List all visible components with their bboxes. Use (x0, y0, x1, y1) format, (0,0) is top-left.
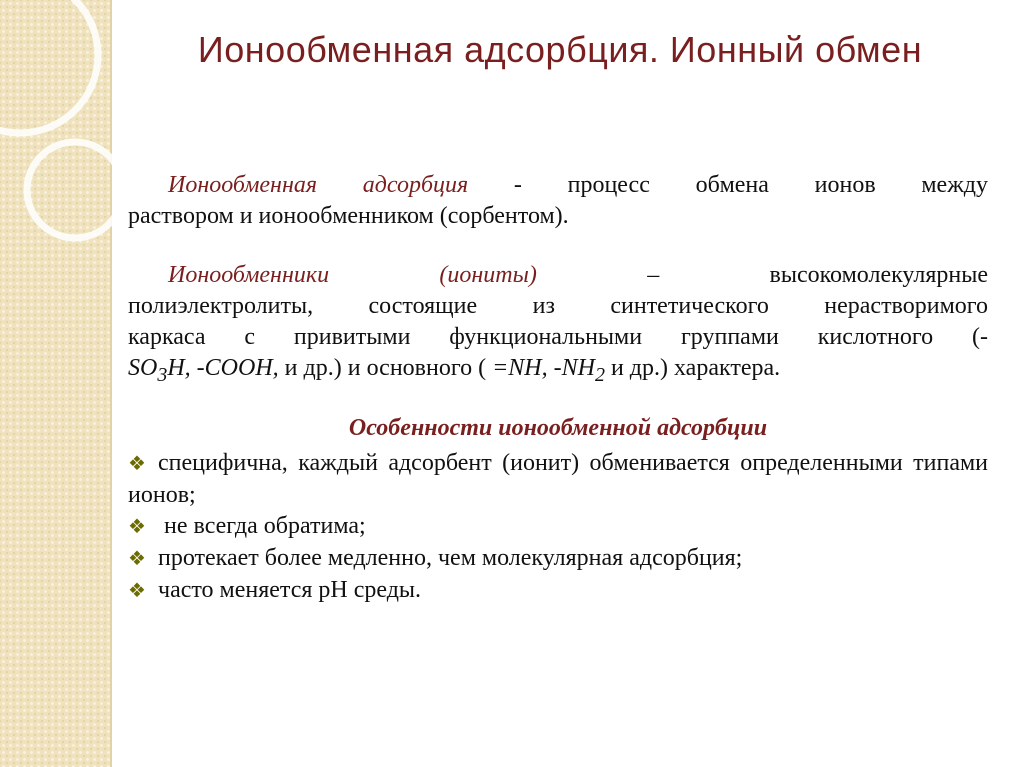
list-item: ❖ протекает более медленно, чем молекулярная адсорбция; (128, 543, 988, 575)
diamond-bullet-icon: ❖ (128, 515, 146, 538)
chem-nh: =NH, $-NH_2$ (492, 355, 605, 386)
slide-content (128, 170, 988, 607)
diamond-bullet-icon: ❖ (128, 452, 146, 475)
diamond-bullet-icon: ❖ (128, 579, 146, 602)
definition-ionites-line3: каркаса с привитыми функциональными группами кислотного (- (128, 324, 988, 350)
definition-ion-exchange-cont: раствором и ионообменником (сорбентом). (128, 203, 569, 229)
list-item: ❖ не всегда обратима; (128, 511, 988, 543)
term-ionites: Ионообменники (иониты) (168, 262, 537, 288)
definition-ion-exchange: Ионообменная адсорбция - процесс обмена ионов между (168, 172, 989, 198)
definition-ionites-line2: полиэлектролиты, состоящие из синтетического нерастворимого (128, 293, 988, 319)
term-ion-exchange-adsorption: Ионообменная адсорбция (168, 172, 469, 198)
features-heading: Особенности ионообменной адсорбции (348, 414, 768, 441)
list-item: ❖ часто меняется рН среды. (128, 575, 988, 607)
diamond-bullet-icon: ❖ (128, 547, 146, 570)
definition-ionites-line4: $SO_3H$, -COOH, и др.) и основного ( =NH, $-NH_2$ и др.) характера. (128, 355, 781, 386)
chem-so3h: $SO_3H$, -COOH, (128, 355, 279, 386)
features-list (128, 448, 988, 607)
list-item: ❖ специфична, каждый адсорбент (ионит) обменивается определенными типами ионов; (128, 449, 988, 508)
slide-title: Ионообменная адсорбция. Ионный обмен (197, 29, 923, 70)
definition-ionites: Ионообменники (иониты) – высокомолекулярные (168, 262, 988, 288)
decorative-circles-icon (0, 0, 130, 400)
